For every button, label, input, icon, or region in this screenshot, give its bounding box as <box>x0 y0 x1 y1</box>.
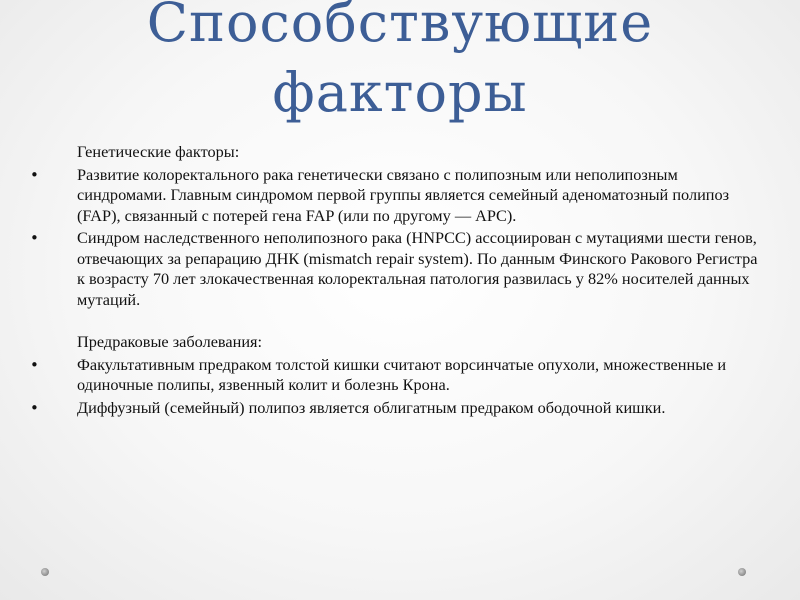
section-label-genetic: Генетические факторы: <box>77 142 240 161</box>
corner-dot-right-icon <box>738 568 746 576</box>
bullet-item: • Развитие колоректального рака генетически связано с полипозным или неполипозным синдромами. Главным синдромом первой группы является семейный аденоматозный полипоз (FAP), связанный с потерей гена FAP (или по другому — APC). <box>30 165 765 227</box>
slide-title-line-2: факторы <box>272 61 528 124</box>
corner-dot-left-icon <box>41 568 49 576</box>
genetic-factors-list <box>30 165 765 311</box>
slide-title-line-1: Способствующие <box>146 0 654 54</box>
slide-content <box>30 142 765 418</box>
bullet-item: • Факультативным предраком толстой кишки считают ворсинчатые опухоли, множественные и одиночные полипы, язвенный колит и болезнь Крона. <box>30 355 765 396</box>
section-label-precancerous: Предраковые заболевания: <box>77 332 263 351</box>
precancerous-diseases-list <box>30 355 765 419</box>
bullet-item: • Диффузный (семейный) полипоз является облигатным предраком ободочной кишки. <box>30 398 765 419</box>
bullet-item: • Синдром наследственного неполипозного рака (HNPCC) ассоциирован с мутациями шести генов, отвечающих за репарацию ДНК (mismatch repair system). По данным Финского Ракового Регистра к возрасту 70 лет злокачественная колоректальная патология развилась у 82% носителей данных мутаций. <box>30 228 765 310</box>
slide-title <box>0 0 800 128</box>
